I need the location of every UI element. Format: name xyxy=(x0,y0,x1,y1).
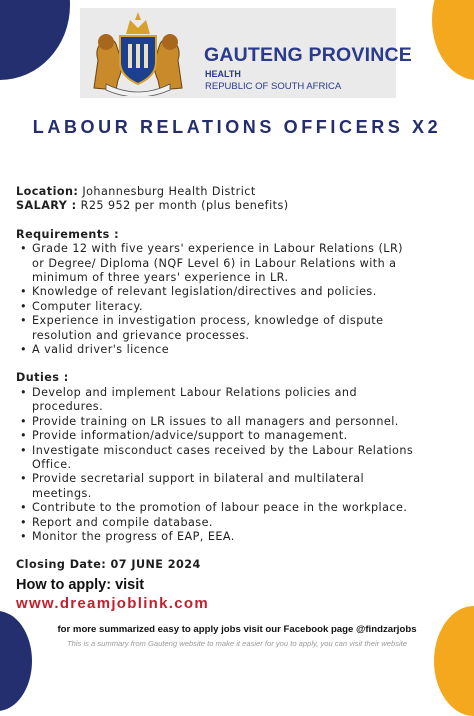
list-item-line: • Knowledge of relevant legislation/directives and policies. xyxy=(32,285,377,299)
list-item-line: minimum of three years' experience in LR. xyxy=(32,271,289,285)
location-value: Johannesburg Health District xyxy=(82,185,256,198)
list-item xyxy=(16,300,456,314)
list-item-line: • Monitor the progress of EAP, EEA. xyxy=(32,529,235,543)
salary-row xyxy=(16,199,456,213)
list-item-line: • Develop and implement Labour Relations policies and xyxy=(32,385,358,399)
list-item xyxy=(16,444,456,473)
list-item-line: • Investigate misconduct cases received by the Labour Relations xyxy=(32,443,414,457)
list-item-line: procedures. xyxy=(32,400,104,414)
requirements-list xyxy=(16,242,456,357)
logo-country: REPUBLIC OF SOUTH AFRICA xyxy=(205,81,342,92)
list-item-line: resolution and grievance processes. xyxy=(32,328,250,342)
requirements-heading: Requirements : xyxy=(16,227,119,241)
logo-province-name: GAUTENG PROVINCE xyxy=(204,44,412,66)
list-item-line: • Report and compile database. xyxy=(32,515,213,529)
gauteng-logo xyxy=(80,8,412,98)
disclaimer-text: This is a summary from Gauteng website to make it easier for you to apply, you can visit their website xyxy=(66,639,408,648)
list-item xyxy=(16,530,456,544)
list-item xyxy=(16,415,456,429)
list-item-line: • A valid driver's licence xyxy=(32,343,170,357)
list-item-line: • Computer literacy. xyxy=(32,299,143,313)
list-item xyxy=(16,343,456,357)
logo-department: HEALTH xyxy=(205,69,241,79)
list-item-line: or Degree/ Diploma (NQF Level 6) in Labour Relations with a xyxy=(32,256,397,270)
list-item xyxy=(16,429,456,443)
corner-decoration-top-left xyxy=(0,0,70,80)
salary-label: SALARY : xyxy=(16,199,77,213)
list-item xyxy=(16,472,456,501)
location-row xyxy=(16,185,456,199)
how-to-apply-heading: How to apply: visit xyxy=(16,577,145,593)
job-title: LABOUR RELATIONS OFFICERS X2 xyxy=(32,117,442,137)
list-item xyxy=(16,314,456,343)
list-item xyxy=(16,242,456,285)
list-item xyxy=(16,501,456,515)
facebook-note: for more summarized easy to apply jobs visit our Facebook page @findzarjobs xyxy=(57,624,417,635)
corner-decoration-top-right xyxy=(432,0,474,80)
salary-value: R25 952 per month (plus benefits) xyxy=(80,199,289,213)
list-item-line: • Contribute to the promotion of labour peace in the workplace. xyxy=(32,501,408,515)
list-item-line: meetings. xyxy=(32,486,92,500)
list-item-line: • Provide secretarial support in bilateral and multilateral xyxy=(32,472,365,486)
corner-decoration-bottom-right xyxy=(434,606,474,716)
apply-link[interactable]: www.dreamjoblink.com xyxy=(16,595,209,612)
list-item-line: • Provide information/advice/support to management. xyxy=(32,429,348,443)
job-details xyxy=(16,185,456,573)
list-item xyxy=(16,386,456,415)
coat-of-arms-icon xyxy=(86,10,190,96)
list-item xyxy=(16,516,456,530)
list-item-line: Office. xyxy=(32,457,72,471)
list-item-line: • Grade 12 with five years' experience in Labour Relations (LR) xyxy=(32,242,403,256)
list-item xyxy=(16,285,456,299)
location-label: Location: xyxy=(16,185,79,198)
duties-list xyxy=(16,386,456,544)
list-item-line: • Provide training on LR issues to all managers and personnel. xyxy=(32,414,399,428)
list-item-line: • Experience in investigation process, knowledge of dispute xyxy=(32,314,384,328)
duties-heading: Duties : xyxy=(16,371,69,385)
closing-date: Closing Date: 07 JUNE 2024 xyxy=(16,558,201,572)
